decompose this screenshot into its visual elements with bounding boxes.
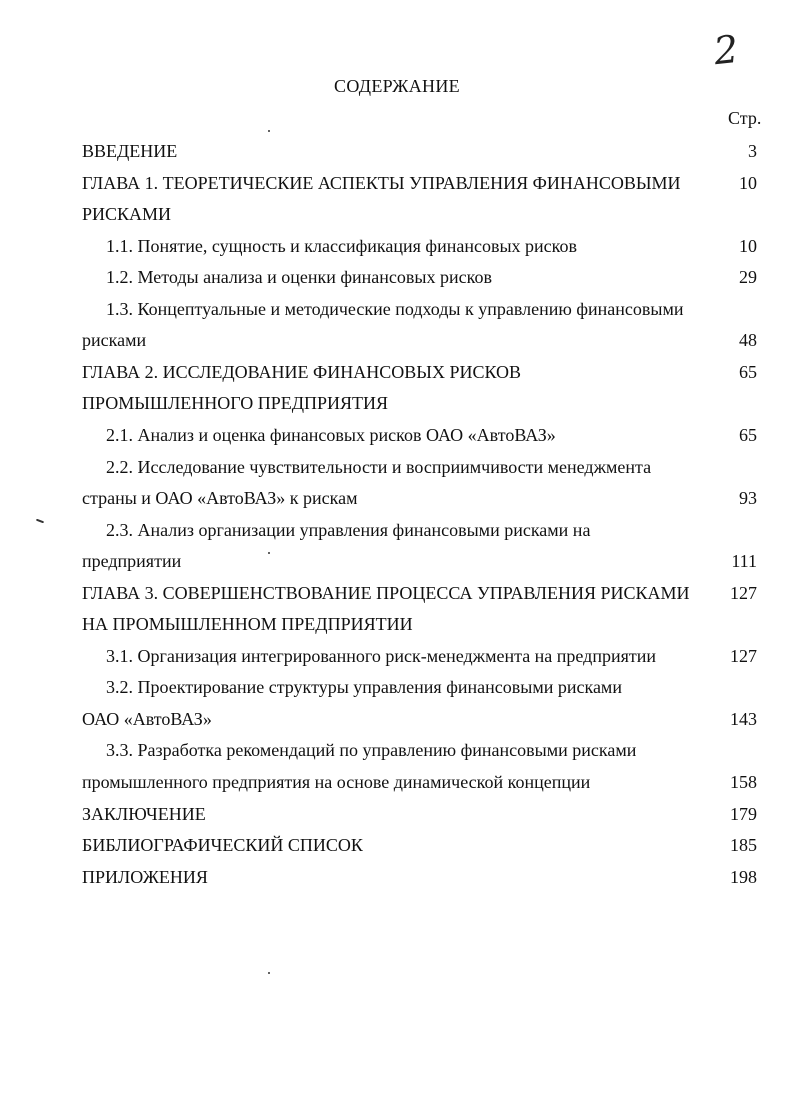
toc-page-number: 127 [730,645,757,666]
page-column-header: Стр. [728,108,762,128]
toc-page-number: 29 [739,267,757,288]
toc-entry-line: НА ПРОМЫШЛЕННОМ ПРЕДПРИЯТИИ [82,614,413,635]
toc-entry-line: ПРОМЫШЛЕННОГО ПРЕДПРИЯТИЯ [82,393,389,414]
scan-speck [268,972,270,974]
toc-entry-line: ПРИЛОЖЕНИЯ [82,866,208,887]
toc-entry-line: ВВЕДЕНИЕ [82,141,178,161]
toc-entry-line: ЗАКЛЮЧЕНИЕ [82,803,206,824]
toc-entry-line: 3.3. Разработка рекомендаций по управлению финансовыми рисками [106,740,637,761]
toc-page-number: 158 [730,772,757,792]
toc-entry-line: ОАО «АвтоВАЗ» [82,708,212,729]
toc-page-number: 10 [739,235,757,256]
handwritten-page-number: 2 [711,26,741,74]
toc-entry-line: ГЛАВА 2. ИССЛЕДОВАНИЕ ФИНАНСОВЫХ РИСКОВ [82,361,522,382]
toc-page-number: 65 [739,361,757,382]
toc-page-number: 143 [730,708,757,729]
toc-page-number: 198 [730,866,757,887]
toc-entry-line: РИСКАМИ [82,204,172,225]
toc-page-number: 185 [730,835,757,856]
toc-entry-line: страны и ОАО «АвтоВАЗ» к рискам [82,488,358,509]
page-title: СОДЕРЖАНИЕ [334,76,460,96]
toc-entry-line: ГЛАВА 3. СОВЕРШЕНСТВОВАНИЕ ПРОЦЕССА УПРАВЛЕНИЯ РИСКАМИ [82,582,690,603]
toc-page-number: 93 [739,488,757,509]
toc-page-number: 10 [739,172,757,193]
toc-page-number: 48 [739,330,757,351]
toc-entry-line: 1.1. Понятие, сущность и классификация финансовых рисков [106,235,578,256]
toc-entry-line: предприятии [82,551,182,572]
toc-page-number: 179 [730,803,757,824]
scan-speck [268,552,270,554]
toc-page-number: 3 [748,141,757,161]
toc-page-number: 127 [730,582,757,603]
toc-page-number: 65 [739,424,757,445]
toc-entry-line: ГЛАВА 1. ТЕОРЕТИЧЕСКИЕ АСПЕКТЫ УПРАВЛЕНИЯ ФИНАНСОВЫМИ [82,172,681,193]
toc-entry-line: БИБЛИОГРАФИЧЕСКИЙ СПИСОК [82,835,363,856]
scan-speck [268,130,270,132]
toc-page-number: 111 [731,551,757,572]
toc-entry-line: 2.2. Исследование чувствительности и восприимчивости менеджмента [106,456,652,477]
toc-entry-line: промышленного предприятия на основе динамической концепции [82,772,591,792]
toc-entry-line: 3.2. Проектирование структуры управления финансовыми рисками [106,677,622,698]
toc-entry-line: рисками [82,330,147,351]
toc-entry-line: 2.1. Анализ и оценка финансовых рисков ОАО «АвтоВАЗ» [106,424,556,445]
toc-entry-line: 1.2. Методы анализа и оценки финансовых рисков [106,267,492,288]
toc-entry-line: 1.3. Концептуальные и методические подходы к управлению финансовыми [106,298,684,319]
toc-entry-line: 3.1. Организация интегрированного риск-менеджмента на предприятии [106,645,657,666]
toc-entry-line: 2.3. Анализ организации управления финансовыми рисками на [106,519,591,540]
